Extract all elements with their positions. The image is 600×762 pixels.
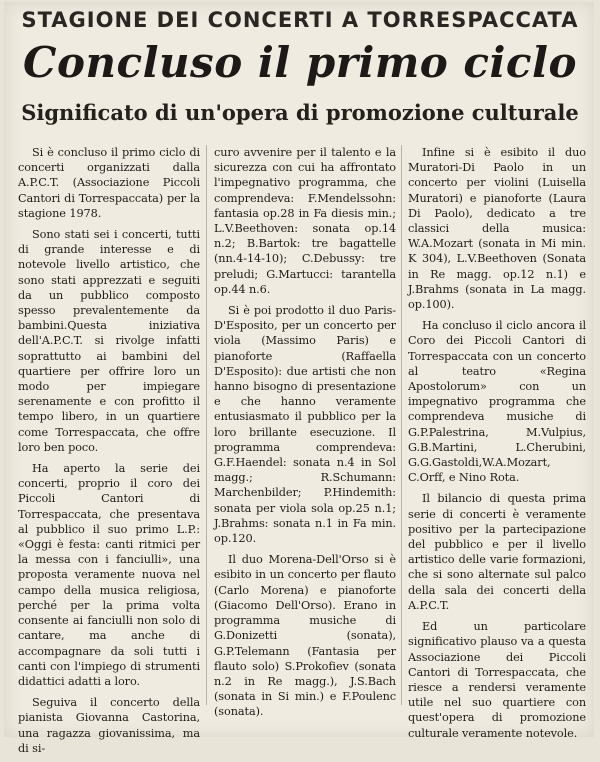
paragraph: Ha aperto la serie dei concerti, proprio il coro dei Piccoli Cantori di Torrespaccata, che presentava al pubblico il suo primo L.P.: «Oggi è festa: canti ritmici per la messa con i fanciulli», una proposta veramente nuova nel campo della musica religiosa, perché per la prima volta consente ai fanciulli non solo di cantare, ma anche di accompagnare da soli tutti i canti con l'impiego di strumenti didattici adatti a loro.: [18, 462, 200, 688]
paragraph: Seguiva il concerto della pianista Giovanna Castorina, una ragazza giovanissima, ma di si-: [18, 696, 200, 755]
headline: Concluso il primo ciclo: [23, 38, 577, 87]
paragraph: Sono stati sei i concerti, tutti di grande interesse e di notevole livello artistico, che sono stati apprezzati e seguiti da un pubblico composto spesso prevalentemente da bambini.Questa iniziativa dell'A.P.C.T. si rivolge infatti soprattutto ai bambini del quartiere per offrire loro un modo per impiegare serenamente e con profitto il tempo libero, in un quartiere come Torrespaccata, che offre loro ben poco.: [18, 228, 200, 454]
article-column-3: [408, 145, 586, 747]
paragraph: Infine si è esibito il duo Muratori-Di Paolo in un concerto per violini (Luisella Muratori) e pianoforte (Laura Di Paolo), dedicato a tre classici della musica: W.A.Mozart (sonata in Mi min. K 304), L.V.Beethoven (Sonata in Re magg. op.12 n.1) e J.Brahms (sonata in La magg. op.100).: [408, 146, 586, 312]
subheadline: Significato di un'opera di promozione culturale: [21, 100, 579, 125]
kicker-title: STAGIONE DEI CONCERTI A TORRESPACCATA: [21, 8, 579, 32]
paragraph: Si è concluso il primo ciclo di concerti organizzati dalla A.P.C.T. (Associazione Piccoli Cantori di Torrespaccata) per la stagione 1978.: [18, 146, 200, 220]
paragraph: Ha concluso il ciclo ancora il Coro dei Piccoli Cantori di Torrespaccata con un concerto al teatro «Regina Apostolorum» con un impegnativo programma che comprendeva musiche di G.P.Palestrina, M.Vulpius, G.B.Martini, L.Cherubini, G.G.Gastoldi,W.A.Mozart, C.Orff, e Nino Rota.: [408, 319, 586, 485]
article-column-1: [18, 145, 200, 762]
paragraph: Si è poi prodotto il duo Paris-D'Esposito, per un concerto per viola (Massimo Paris) e pianoforte (Raffaella D'Esposito): due artisti che non hanno bisogno di presentazione e che hanno veramente entusiasmato il pubblico per la loro brillante esecuzione. Il programma comprendeva: G.F.Haendel: sonata n.4 in Sol magg.; R.Schumann: Marchenbilder; P.Hindemith: sonata per viola sola op.25 n.1; J.Brahms: sonata n.1 in Fa min. op.120.: [214, 304, 396, 546]
column-divider: [206, 145, 207, 705]
paragraph: Il bilancio di questa prima serie di concerti è veramente positivo per la partecipazione del pubblico e per il livello artistico delle varie formazioni, che si sono alternate sul palco della sala dei concerti della A.P.C.T.: [408, 492, 586, 612]
column-divider: [401, 145, 402, 705]
paragraph: curo avvenire per il talento e la sicurezza con cui ha affrontato l'impegnativo programma, che comprendeva: F.Mendelssohn: fantasia op.28 in Fa diesis min.; L.V.Beethoven: sonata op.14 n.2; B.Bartok: tre bagattelle (nn.4-14-10); C.Debussy: tre preludi; G.Martucci: tarantella op.44 n.6.: [214, 146, 396, 296]
article-column-2: [214, 145, 396, 726]
paragraph: Il duo Morena-Dell'Orso si è esibito in un concerto per flauto (Carlo Morena) e pianoforte (Giacomo Dell'Orso). Erano in programma musiche di G.Donizetti (sonata), G.P.Telemann (Fantasia per flauto solo) S.Prokofiev (sonata n.2 in Re magg.), J.S.Bach (sonata in Si min.) e F.Poulenc (sonata).: [214, 553, 396, 719]
paragraph: Ed un particolare significativo plauso va a questa Associazione dei Piccoli Cantori di Torrespaccata, che riesce a rendersi veramente utile nel suo quartiere con quest'opera di promozione culturale veramente notevole.: [408, 620, 586, 740]
